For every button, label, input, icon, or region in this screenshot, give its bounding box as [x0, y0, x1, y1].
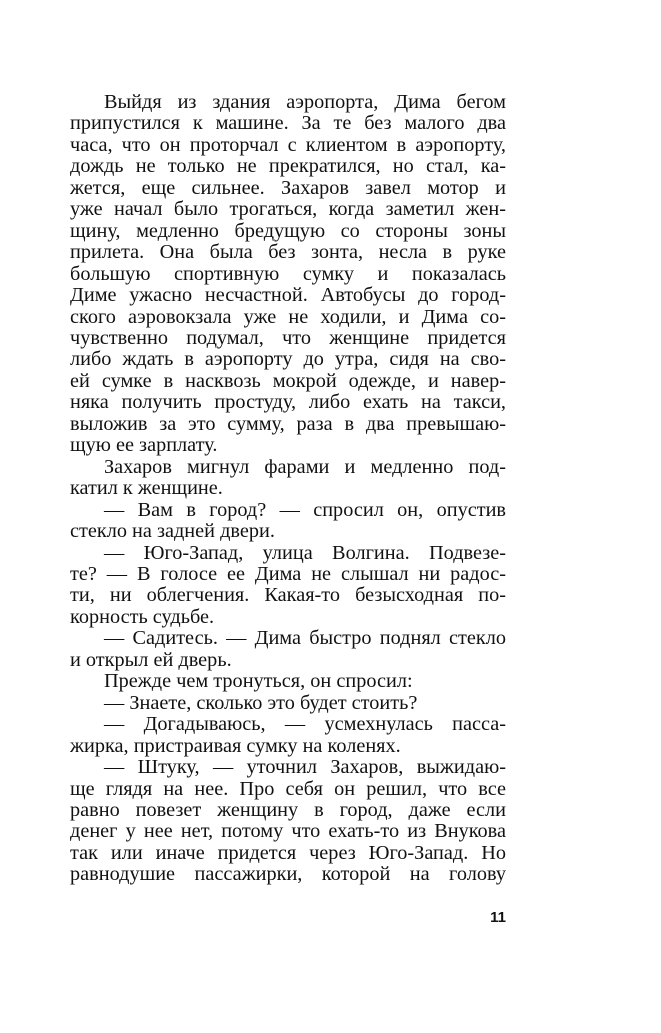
text-line: корность судьбе. — [70, 605, 215, 628]
text-line: ти, ни облегчения. Какая-то безысходная по- — [70, 584, 506, 607]
text-line: выложив за это сумму, раза в два превышаю- — [70, 412, 506, 435]
text-line: жется, еще сильнее. Захаров завел мотор и — [70, 176, 506, 199]
text-line: — Знаете, сколько это будет стоить? — [104, 691, 418, 714]
text-line: уже начал было трогаться, когда заметил жен- — [70, 198, 506, 221]
text-line: дождь не только не прекратился, но стал, ка- — [70, 155, 506, 178]
text-line: большую спортивную сумку и показалась — [70, 262, 506, 285]
text-line: Выйдя из здания аэропорта, Дима бегом — [104, 91, 506, 113]
page-number: 11 — [490, 909, 506, 926]
text-line: так или иначе придется через Юго-Запад. Но — [70, 841, 506, 864]
text-line: — Садитесь. — Дима быстро поднял стекло — [104, 627, 506, 650]
text-line: равнодушие пассажирки, которой на голову — [70, 863, 506, 886]
body-text — [70, 92, 506, 886]
text-line: Прежде чем тронуться, он спросил: — [104, 670, 413, 693]
text-line: катил к женщине. — [70, 477, 223, 500]
text-line: Захаров мигнул фарами и медленно под- — [104, 455, 506, 478]
text-line: денег у нее нет, потому что ехать-то из Внукова — [70, 820, 506, 843]
text-line: часа, что он проторчал с клиентом в аэропорту, — [70, 133, 506, 156]
text-line: чувственно подумал, что женщине придется — [70, 326, 506, 349]
text-line: прилета. Она была без зонта, несла в руке — [70, 241, 506, 264]
text-line: и открыл ей дверь. — [70, 648, 232, 671]
text-line: — Догадываюсь, — усмехнулась пасса- — [104, 713, 506, 736]
text-line: щую ее зарплату. — [70, 434, 218, 457]
text-line: либо ждать в аэропорту до утра, сидя на сво- — [70, 348, 506, 371]
text-line: припустился к машине. За те без малого два — [70, 112, 506, 135]
text-line: ского аэровокзала уже не ходили, и Дима со- — [70, 305, 506, 328]
text-line: няка получить простуду, либо ехать на такси, — [70, 391, 506, 414]
text-line: Диме ужасно несчастной. Автобусы до город- — [70, 284, 506, 307]
text-line: равно повезет женщину в город, даже если — [70, 798, 506, 821]
text-line: щину, медленно бредущую со стороны зоны — [70, 219, 506, 242]
text-line: — Штуку, — уточнил Захаров, выжидаю- — [104, 756, 506, 779]
text-line: — Юго-Запад, улица Волгина. Подвезе- — [104, 541, 506, 564]
text-line: — Вам в город? — спросил он, опустив — [104, 498, 506, 521]
text-line: ще глядя на нее. Про себя он решил, что все — [70, 777, 506, 800]
text-line: стекло на задней двери. — [70, 520, 275, 543]
text-line: те? — В голосе ее Дима не слышал ни радос- — [70, 562, 506, 585]
text-line: ей сумке в насквозь мокрой одежде, и навер- — [70, 369, 506, 392]
text-line: жирка, пристраивая сумку на коленях. — [70, 734, 401, 757]
